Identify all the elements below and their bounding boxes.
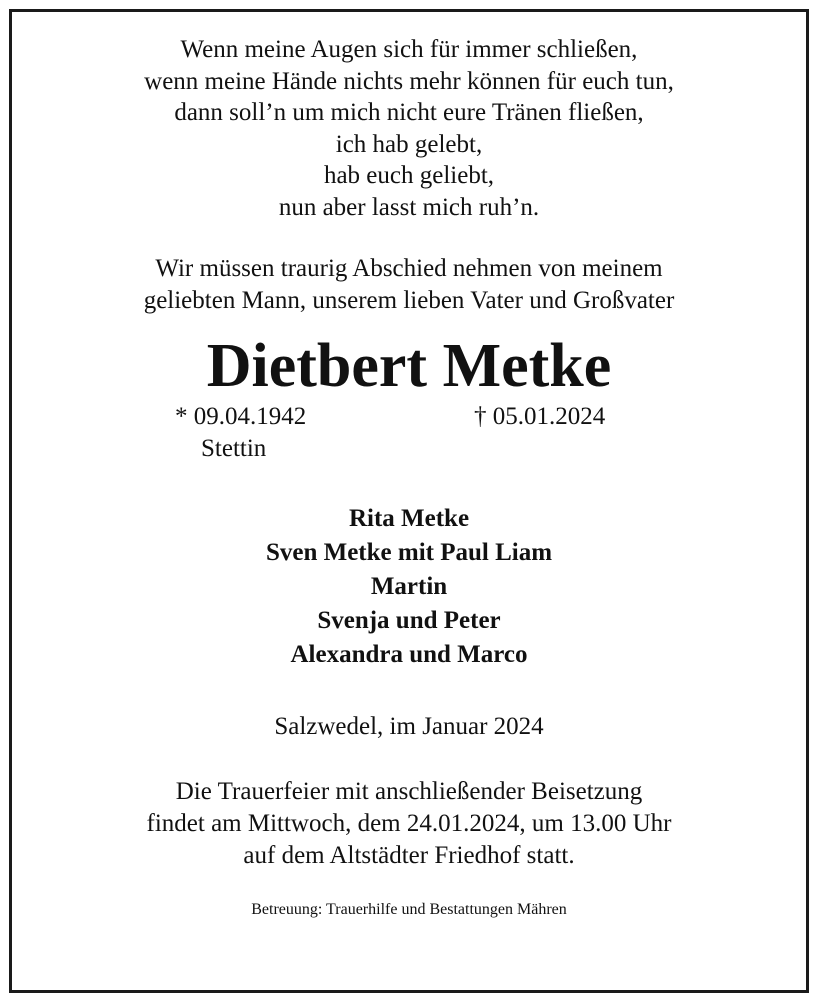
deceased-name: Dietbert Metke xyxy=(206,332,612,400)
poem-line: dann soll’n um mich nicht eure Tränen fließen, xyxy=(174,99,644,126)
birth-date: * 09.04.1942 xyxy=(175,403,307,430)
death-date: † 05.01.2024 xyxy=(474,403,606,430)
intro-text xyxy=(12,253,806,316)
service-line: auf dem Altstädter Friedhof statt. xyxy=(243,842,575,869)
birth-place: Stettin xyxy=(201,435,267,462)
poem-line: ich hab gelebt, xyxy=(335,130,483,158)
mourner: Svenja und Peter xyxy=(317,607,501,634)
poem-line: nun aber lasst mich ruh’n. xyxy=(278,193,540,221)
service-line: Die Trauerfeier mit anschließender Beisetzung xyxy=(175,778,643,805)
mourner: Sven Metke mit Paul Liam xyxy=(265,539,553,566)
mourner: Rita Metke xyxy=(348,505,470,532)
intro-line: geliebten Mann, unserem lieben Vater und Großvater xyxy=(143,286,675,314)
funeral-home-credit: Betreuung: Trauerhilfe und Bestattungen Mähren xyxy=(251,901,567,918)
service-info xyxy=(12,776,806,872)
life-dates xyxy=(12,402,806,462)
mourner: Alexandra und Marco xyxy=(290,641,528,668)
poem-line: hab euch geliebt, xyxy=(323,162,495,189)
mourner: Martin xyxy=(370,573,448,600)
place-date: Salzwedel, im Januar 2024 xyxy=(274,713,544,740)
poem xyxy=(12,34,806,223)
poem-line: wenn meine Hände nichts mehr können für euch tun, xyxy=(144,67,674,95)
service-line: findet am Mittwoch, dem 24.01.2024, um 13.00 Uhr xyxy=(146,810,672,837)
obituary xyxy=(12,12,806,920)
mourners-list xyxy=(12,502,806,672)
poem-line: Wenn meine Augen sich für immer schließen, xyxy=(180,36,638,63)
intro-line: Wir müssen traurig Abschied nehmen von meinem xyxy=(155,255,663,282)
